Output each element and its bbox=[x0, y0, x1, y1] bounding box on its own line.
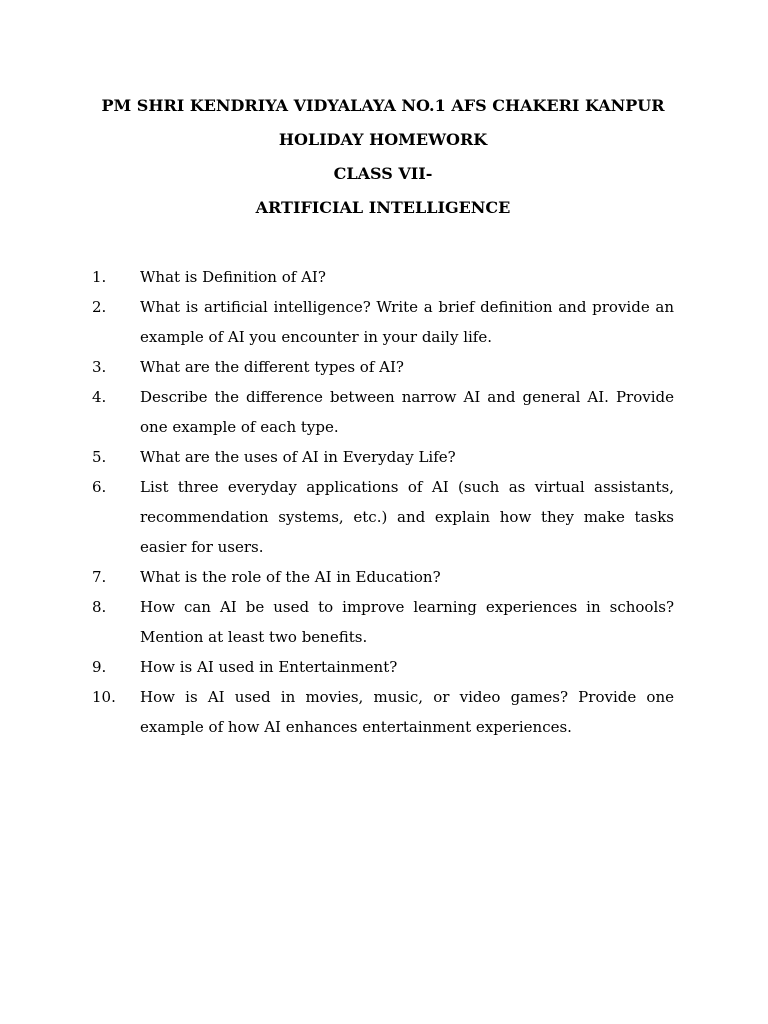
question-text: How is AI used in movies, music, or video games? Provide one example of how AI enhances entertainment experiences. bbox=[140, 688, 674, 736]
question-item bbox=[92, 352, 674, 382]
question-item bbox=[92, 442, 674, 472]
question-text: What is Definition of AI? bbox=[140, 268, 326, 286]
question-text: How can AI be used to improve learning experiences in schools? Mention at least two benefits. bbox=[140, 598, 674, 646]
question-item bbox=[92, 382, 674, 442]
question-number: 5. bbox=[92, 448, 107, 466]
question-number: 7. bbox=[92, 568, 107, 586]
question-item bbox=[92, 562, 674, 592]
question-item bbox=[92, 592, 674, 652]
question-item bbox=[92, 292, 674, 352]
question-text: Describe the difference between narrow AI and general AI. Provide one example of each type. bbox=[140, 388, 674, 436]
question-number: 10. bbox=[92, 688, 116, 706]
question-text: What are the uses of AI in Everyday Life? bbox=[140, 448, 456, 466]
question-text: What is artificial intelligence? Write a brief definition and provide an example of AI you encounter in your daily life. bbox=[140, 298, 674, 346]
question-list bbox=[92, 262, 674, 742]
question-text: How is AI used in Entertainment? bbox=[140, 658, 398, 676]
question-number: 9. bbox=[92, 658, 107, 676]
question-number: 8. bbox=[92, 598, 107, 616]
question-item bbox=[92, 472, 674, 562]
question-item bbox=[92, 682, 674, 742]
question-text: What are the different types of AI? bbox=[140, 358, 404, 376]
assignment-title: HOLIDAY HOMEWORK bbox=[278, 130, 488, 149]
question-item bbox=[92, 652, 674, 682]
document-heading bbox=[92, 89, 674, 225]
question-item bbox=[92, 262, 674, 292]
question-number: 2. bbox=[92, 298, 107, 316]
school-name: PM SHRI KENDRIYA VIDYALAYA NO.1 AFS CHAKERI KANPUR bbox=[101, 96, 665, 115]
subject-title: ARTIFICIAL INTELLIGENCE bbox=[255, 198, 511, 217]
question-text: What is the role of the AI in Education? bbox=[140, 568, 441, 586]
class-label: CLASS VII- bbox=[333, 164, 433, 183]
question-number: 1. bbox=[92, 268, 107, 286]
question-number: 4. bbox=[92, 388, 107, 406]
question-number: 6. bbox=[92, 478, 107, 496]
question-number: 3. bbox=[92, 358, 107, 376]
question-text: List three everyday applications of AI (such as virtual assistants, recommendation systems, etc.) and explain how they make tasks easier for users. bbox=[140, 478, 674, 556]
